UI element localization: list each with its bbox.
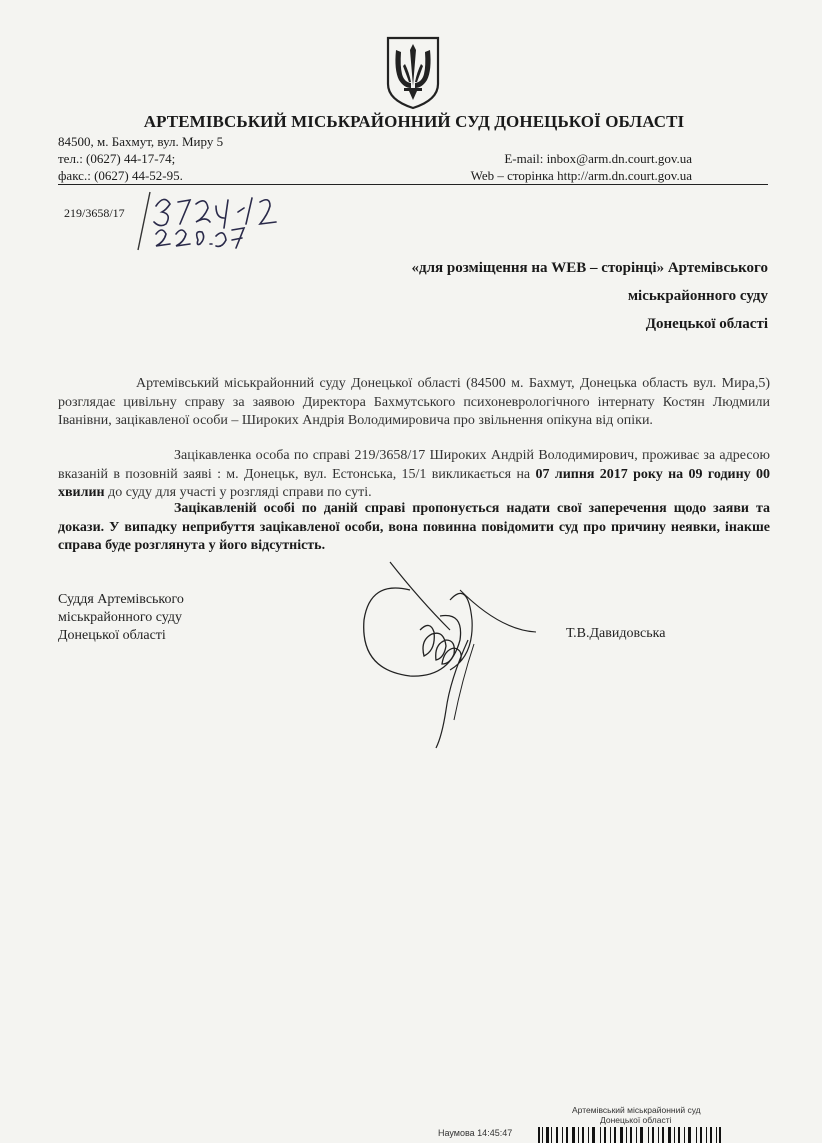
- body-paragraph-2: [58, 447, 770, 503]
- court-fax: факс.: (0627) 44-52-95.: [58, 168, 183, 183]
- stamp-court-name: Артемівський міськрайонний суд: [572, 1105, 701, 1115]
- court-phone: тел.: (0627) 44-17-74;: [58, 151, 176, 166]
- hearing-date-time: 07 липня 2017 року на 09 годину 00 хвилин: [58, 466, 771, 500]
- judge-title: [58, 591, 184, 645]
- addressee-line-3: Донецької області: [645, 316, 768, 332]
- summons-text-start: Зацікавленка особа по справі 219/3658/17 Широких Андрій Володимирович, проживає за адресою вказаній в позовній заяві : м. Донецьк, вул. Естонська, 15/1 викликається на: [58, 448, 770, 482]
- case-reference: 219/3658/17: [64, 206, 125, 220]
- judge-title-line-2: міськрайонного суду: [58, 610, 183, 625]
- contact-block-right: [471, 150, 692, 184]
- judge-title-line-3: Донецької області: [58, 628, 166, 643]
- body-paragraph-3: Зацікавленій особі по даній справі пропонується надати свої заперечення щодо заяви та докази. У випадку неприбуття зацікавленої особи, вона повинна повідомити суд про причину неявки, інакше справа буде розглянута у його відсутність.: [58, 501, 770, 553]
- registry-stamp: [432, 1102, 722, 1143]
- stamp-region: Донецької області: [600, 1115, 672, 1125]
- barcode: [538, 1125, 722, 1143]
- judge-signature: [350, 560, 550, 750]
- judge-title-line-1: Суддя Артемівського: [58, 592, 184, 607]
- header-divider: [58, 184, 768, 185]
- body-paragraph-1: Артемівський міськрайонний суду Донецької області (84500 м. Бахмут, Донецька область вул. Мира,5) розглядає цивільну справу за заявою Директора Бахмутського психоневрологічного інтернату Костян Людмили Іванівни, зацікавленої особи – Широких Андрія Володимировича про звільнення опікуна від опіки.: [58, 376, 770, 428]
- addressee-line-2: міськрайонного суду: [627, 288, 768, 304]
- court-name-heading: АРТЕМІВСЬКИЙ МІСЬКРАЙОННИЙ СУД ДОНЕЦЬКОЇ ОБЛАСТІ: [143, 112, 685, 131]
- ukraine-trident-emblem-icon: [385, 36, 441, 110]
- court-email: E-mail: inbox@arm.dn.court.gov.ua: [504, 151, 692, 166]
- summons-text-end: до суду для участі у розгляді справи по суті.: [104, 485, 372, 500]
- court-website: Web – сторінка http://arm.dn.court.gov.ua: [470, 168, 692, 183]
- addressee-line-1: «для розміщення на WEB – сторінці» Артемівського: [411, 260, 768, 276]
- stamp-clerk-time: Наумова 14:45:47: [438, 1128, 513, 1138]
- contact-block-left: [58, 133, 223, 184]
- handwritten-registration-note: [120, 188, 290, 252]
- court-address: 84500, м. Бахмут, вул. Миру 5: [58, 134, 224, 149]
- judge-name: Т.В.Давидовська: [566, 626, 666, 641]
